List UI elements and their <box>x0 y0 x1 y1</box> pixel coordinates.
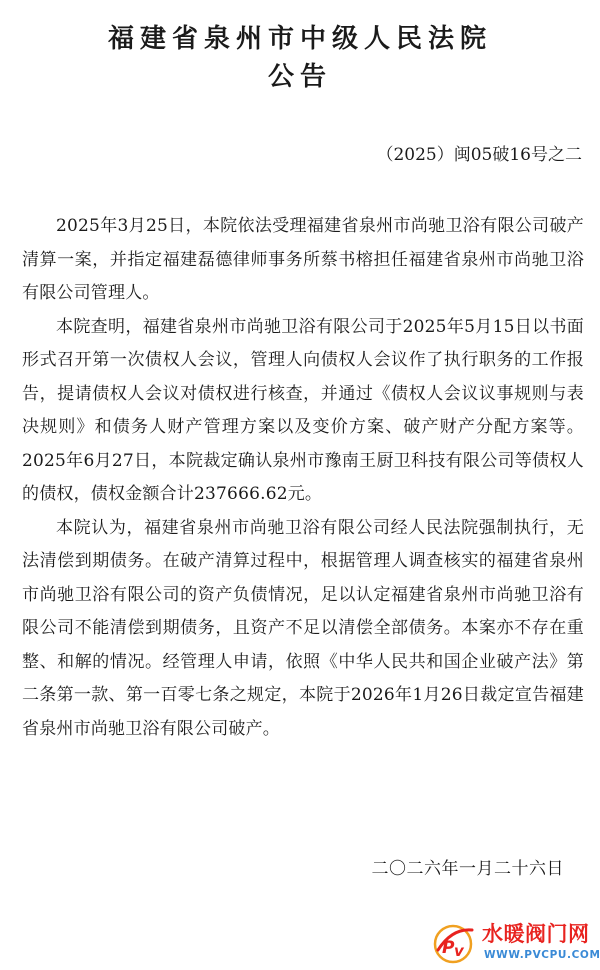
watermark-brand: 水暖阀门网 <box>482 922 590 946</box>
case-number: （2025）闽05破16号之二 <box>376 145 582 165</box>
watermark-url: WWW.PVCPU.COM <box>484 949 600 961</box>
svg-text:P: P <box>442 938 455 958</box>
court-name-title: 福建省泉州市中级人民法院 <box>107 24 492 54</box>
pv-logo-icon <box>432 920 478 966</box>
issue-date: 二〇二六年一月二十六日 <box>371 859 564 879</box>
announcement-body <box>22 210 584 746</box>
svg-text:v: v <box>454 942 464 960</box>
watermark <box>432 920 600 966</box>
paragraph-acceptance: 2025年3月25日，本院依法受理福建省泉州市尚驰卫浴有限公司破产清算一案，并指定福建磊德律师事务所蔡书榕担任福建省泉州市尚驰卫浴有限公司管理人。 <box>22 216 584 303</box>
paragraph-findings: 本院查明，福建省泉州市尚驰卫浴有限公司于2025年5月15日以书面形式召开第一次债权人会议，管理人向债权人会议作了执行职务的工作报告，提请债权人会议对债权进行核查，并通过《债权人会议议事规则与表决规则》和债务人财产管理方案以及变价方案、破产财产分配方案等。2025年6月27日，本院裁定确认泉州市豫南王厨卫科技有限公司等债权人的债权，债权金额合计237666.62元。 <box>22 316 584 504</box>
paragraph-ruling: 本院认为，福建省泉州市尚驰卫浴有限公司经人民法院强制执行，无法清偿到期债务。在破产清算过程中，根据管理人调查核实的福建省泉州市尚驰卫浴有限公司的资产负债情况，足以认定福建省泉州市尚驰卫浴有限公司不能清偿到期债务，且资产不足以清偿全部债务。本案亦不存在重整、和解的情况。经管理人申请，依照《中华人民共和国企业破产法》第二条第一款、第一百零七条之规定，本院于2026年1月26日裁定宣告福建省泉州市尚驰卫浴有限公司破产。 <box>22 517 584 739</box>
document-type-title: 公告 <box>267 62 332 92</box>
